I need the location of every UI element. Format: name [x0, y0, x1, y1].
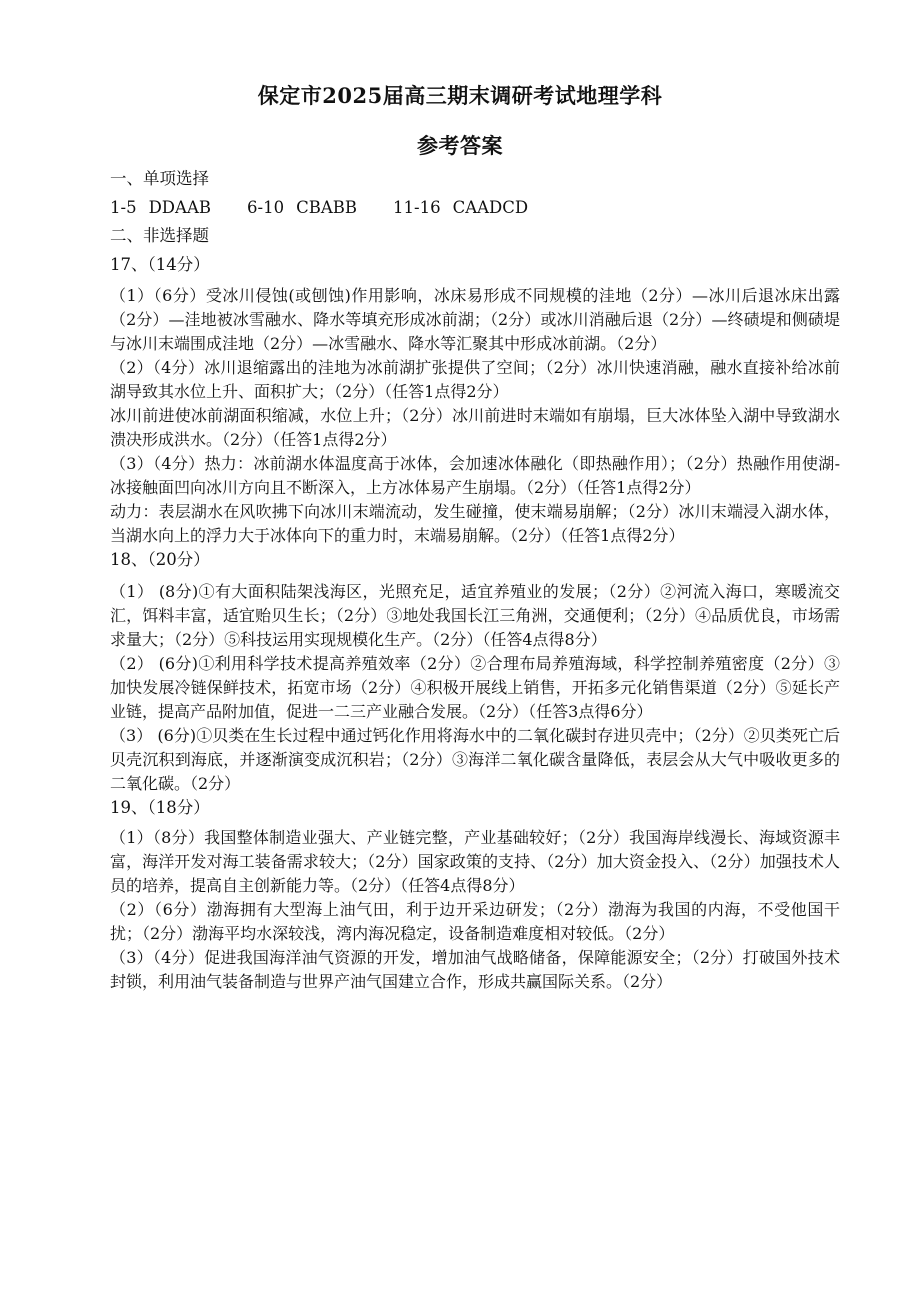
q19-part2: （2）（6分）渤海拥有大型海上油气田，利于边开采边研发；（2分）渤海为我国的内海，不受他国干扰；（2分）渤海平均水深较浅，湾内海况稳定，设备制造难度相对较低。（2分）	[110, 900, 840, 944]
section-single-choice: 一、单项选择	[110, 169, 209, 188]
page-subtitle: 参考答案	[417, 133, 503, 158]
q17-part1: （1）（6分）受冰川侵蚀(或刨蚀)作用影响，冰床易形成不同规模的洼地（2分）—冰川后退冰床出露（2分）—洼地被冰雪融水、降水等填充形成冰前湖；（2分）或冰川消融后退（2分）—终碛堤和侧碛堤与冰川末端围成洼地（2分）—冰雪融水、降水等汇聚其中形成冰前湖。（2分）	[110, 286, 840, 354]
choice-range-1: 1-5	[110, 198, 137, 217]
choice-range-2: 6-10	[247, 198, 285, 217]
q18-part3: （3） (6分)①贝类在生长过程中通过钙化作用将海水中的二氧化碳封存进贝壳中；（2分）②贝类死亡后贝壳沉积到海底，并逐渐演变成沉积岩；（2分）③海洋二氧化碳含量降低，表层会从大气中吸收更多的二氧化碳。（2分）	[110, 726, 840, 794]
choice-answers	[110, 196, 840, 220]
choice-range-3: 11-16	[393, 198, 441, 217]
q17-part3: （3）（4分）热力：冰前湖水体温度高于冰体，会加速冰体融化（即热融作用）；（2分）热融作用使湖-冰接触面凹向冰川方向且不断深入，上方冰体易产生崩塌。（2分）（任答1点得2分）	[110, 454, 840, 498]
q19-part3: （3）（4分）促进我国海洋油气资源的开发，增加油气战略储备，保障能源安全；（2分）打破国外技术封锁，利用油气装备制造与世界产油气国建立合作，形成共赢国际关系。（2分）	[110, 948, 840, 992]
choice-answer-1: DDAAB	[148, 198, 211, 217]
page-title: 保定市2025届高三期末调研考试地理学科	[257, 83, 663, 108]
q18-heading: 18、（20分）	[110, 550, 210, 569]
section-non-choice: 二、非选择题	[110, 226, 209, 245]
q17-part2-alt: 冰川前进使冰前湖面积缩减，水位上升；（2分）冰川前进时末端如有崩塌，巨大冰体坠入湖中导致湖水溃决形成洪水。（2分）（任答1点得2分）	[110, 406, 840, 450]
choice-answer-2: CBABB	[296, 198, 357, 217]
q18-part2: （2） (6分)①利用科学技术提高养殖效率（2分）②合理布局养殖海域，科学控制养殖密度（2分）③加快发展冷链保鲜技术，拓宽市场（2分）④积极开展线上销售，开拓多元化销售渠道（2分）⑤延长产业链，提高产品附加值，促进一二三产业融合发展。（2分）（任答3点得6分）	[110, 654, 840, 722]
q17-part2: （2）（4分）冰川退缩露出的洼地为冰前湖扩张提供了空间；（2分）冰川快速消融，融水直接补给冰前湖导致其水位上升、面积扩大；（2分）（任答1点得2分）	[110, 358, 840, 402]
q19-heading: 19、（18分）	[110, 798, 210, 817]
q17-part3-dynamic: 动力：表层湖水在风吹拂下向冰川末端流动，发生碰撞，使末端易崩解；（2分）冰川末端浸入湖水体，当湖水向上的浮力大于冰体向下的重力时，末端易崩解。（2分）（任答1点得2分）	[110, 502, 840, 546]
q18-part1: （1） (8分)①有大面积陆架浅海区，光照充足，适宜养殖业的发展；（2分）②河流入海口，寒暖流交汇，饵料丰富，适宜贻贝生长；（2分）③地处我国长江三角洲，交通便利；（2分）④品质优良，市场需求量大；（2分）⑤科技运用实现规模化生产。（2分）（任答4点得8分）	[110, 582, 840, 650]
q19-part1: （1）（8分）我国整体制造业强大、产业链完整，产业基础较好；（2分）我国海岸线漫长、海域资源丰富，海洋开发对海工装备需求较大；（2分）国家政策的支持、（2分）加大资金投入、（2分）加强技术人员的培养，提高自主创新能力等。（2分）（任答4点得8分）	[110, 828, 840, 896]
choice-answer-3: CAADCD	[452, 198, 529, 217]
q17-heading: 17、（14分）	[110, 255, 210, 274]
